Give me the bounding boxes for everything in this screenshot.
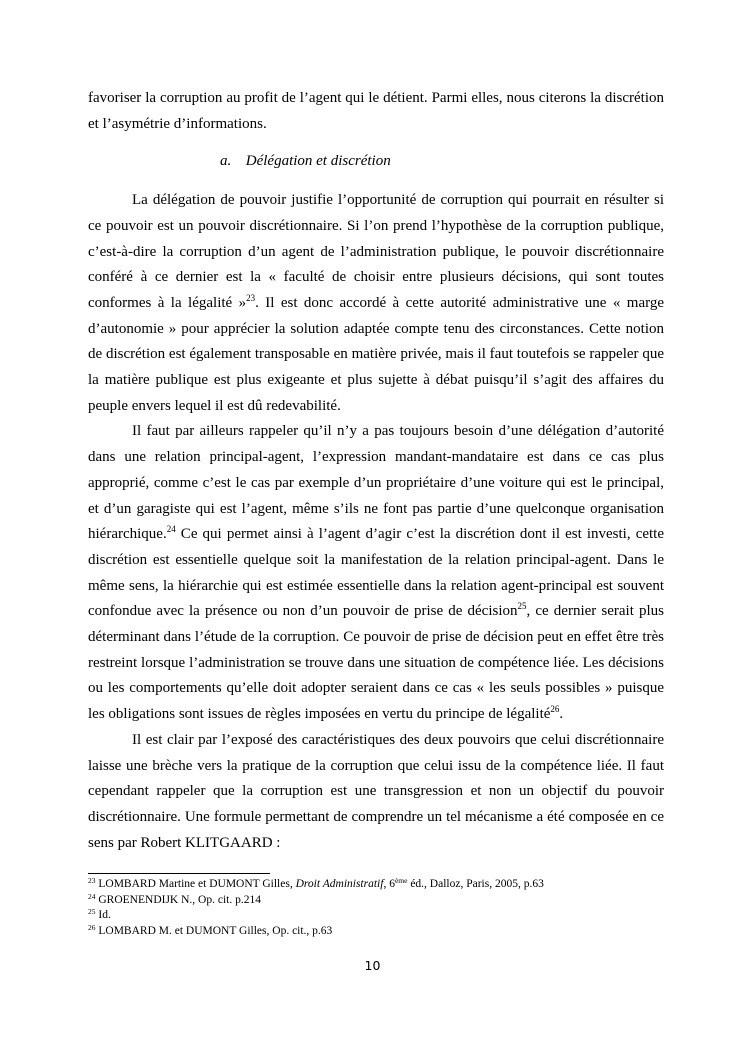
footnote-number: 24 bbox=[88, 891, 96, 901]
footnote-text: Id. bbox=[95, 909, 111, 921]
footnote-number: 25 bbox=[88, 907, 96, 916]
heading-title: Délégation et discrétion bbox=[245, 153, 391, 170]
text-segment: La délégation de pouvoir justifie l’opportunité de corruption qui pourrait en résulter si ce pouvoir est un pouvoir discrétionnaire. Si l’on prend l’hypothèse de la corruption publique, c’est-à-dire la corruption d’un agent de l’administration publique, le pouvoir discrétionnaire conféré à ce dernier est la « faculté de choisir entre plusieurs décisions, qui sont toutes conformes à la légalité » bbox=[88, 192, 664, 311]
footnote-ref-25[interactable]: 25 bbox=[517, 601, 527, 612]
footnote-ref-23[interactable]: 23 bbox=[246, 292, 256, 303]
footnote-text: LOMBARD Martine et DUMONT Gilles, bbox=[95, 878, 296, 890]
paragraph-continuation: favoriser la corruption au profit de l’agent qui le détient. Parmi elles, nous citerons la discrétion et l’asymétrie d’informations. bbox=[88, 90, 664, 132]
footnote-number: 26 bbox=[88, 922, 96, 932]
text-segment: . Il est donc accordé à cette autorité administrative une « marge d’autonomie » pour apprécier la solution adaptée compte tenu des circonstances. Cette notion de discrétion est également transposable en matière privée, mais il faut toutefois se rappeler que la matière publique est plus exigeante et plus sujette à débat puisqu’il s’agit des affaires du peuple envers lequel il est dû redevabilité. bbox=[88, 294, 664, 414]
footnote-ref-24[interactable]: 24 bbox=[166, 524, 176, 535]
paragraph-klitgaard: Il est clair par l’exposé des caractéristiques des deux pouvoirs que celui discrétionnaire laisse une brèche vers la pratique de la corruption que celui issu de la compétence liée. Il faut cependant rappeler que la corruption est une transgression et non un objectif du pouvoir discrétionnaire. Une formule permettant de comprendre un tel mécanisme a été composée en ce sens par Robert KLITGAARD : bbox=[88, 731, 664, 851]
footnotes bbox=[88, 877, 668, 939]
footnote-text: GROENENDIJK N., Op. cit. p.214 bbox=[95, 893, 261, 906]
footnote-text: LOMBARD M. et DUMONT Gilles, Op. cit., p.63 bbox=[95, 924, 333, 937]
page-number: 10 bbox=[364, 958, 381, 973]
footnote-title: Droit Administratif bbox=[295, 878, 384, 890]
text-segment: . bbox=[559, 706, 564, 723]
footnote-text: éd., Dalloz, Paris, 2005, p.63 bbox=[407, 878, 544, 890]
text-segment: , ce dernier serait plus déterminant dans l’étude de la corruption. Ce pouvoir de prise de décision peut en effet être très restreint lorsque l’administration se trouve dans une situation de compétence liée. Les décisions ou les comportements qu’elle doit adopter seraient dans ce cas « les seuls possibles » puisque les obligations sont issues de règles imposées en vertu du principe de légalité bbox=[88, 603, 664, 723]
footnote-number: 23 bbox=[88, 876, 96, 885]
text-segment: Ce qui permet ainsi à l’agent d’agir c’est la discrétion dont il est investi, cette discrétion est essentielle quelque soit la manifestation de la relation principal-agent. Dans le même sens, la hiérarchie qui est estimée essentielle dans la relation agent-principal est souvent confondue avec la présence ou non d’un pouvoir de prise de décision bbox=[88, 526, 664, 620]
footnote-24 bbox=[88, 893, 668, 909]
text-segment: Il faut par ailleurs rappeler qu’il n’y a pas toujours besoin d’une délégation d’autorité dans une relation principal-agent, l’expression mandant-mandataire est dans ce cas plus approprié, comme c’est le cas par exemple d’un propriétaire d’une voiture qui est le principal, et d’un garagiste qui est l’agent, même s’ils ne font pas partie d’une quelconque organisation hiérarchique. bbox=[88, 423, 664, 543]
paragraph-principal-agent bbox=[88, 419, 664, 727]
footnote-separator bbox=[88, 873, 270, 874]
footnote-23 bbox=[88, 877, 668, 893]
footnote-text: , 6 bbox=[383, 878, 395, 890]
body-text bbox=[88, 86, 664, 856]
footnote-25 bbox=[88, 908, 668, 924]
footnote-superscript: ème bbox=[394, 876, 408, 885]
heading-number: a. bbox=[220, 153, 232, 170]
section-heading bbox=[88, 149, 664, 175]
footnote-26 bbox=[88, 924, 668, 940]
paragraph-delegation bbox=[88, 188, 664, 419]
footnote-ref-26[interactable]: 26 bbox=[550, 704, 560, 715]
